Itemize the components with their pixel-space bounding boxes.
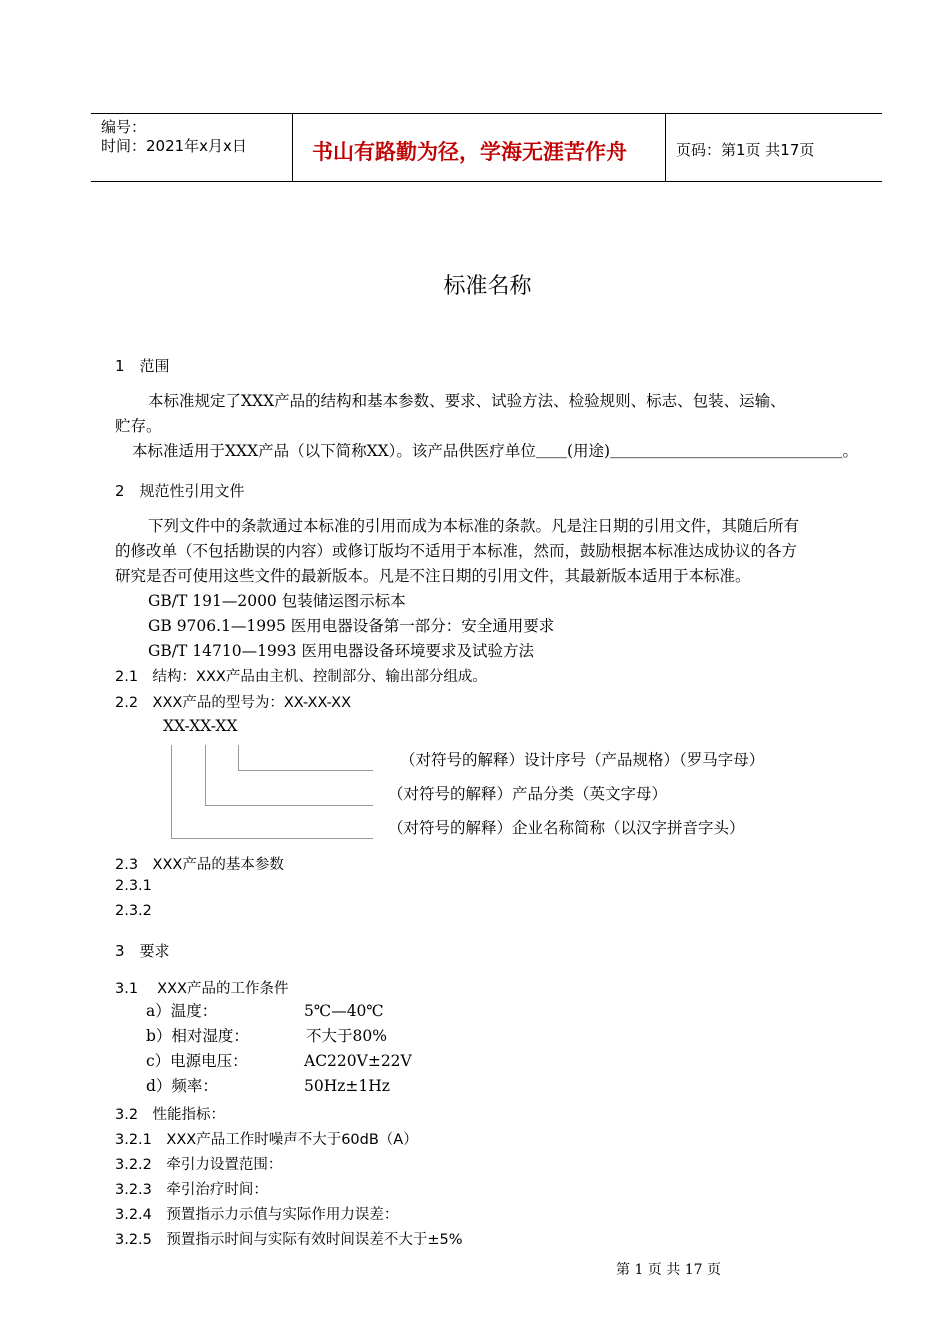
model-diagram-line <box>171 745 172 838</box>
model-diagram-line <box>238 745 239 770</box>
section-1-para-2 <box>132 438 858 464</box>
clause-3-2-item: 3.2.1 XXX产品工作时噪声不大于60dB（A） <box>115 1132 418 1148</box>
clause-3-2: 3.2 性能指标： <box>115 1107 226 1123</box>
model-note-category: （对符号的解释）产品分类（英文字母） <box>388 785 668 803</box>
section-1-heading: 1 范围 <box>115 357 170 375</box>
header-number-label: 编号： <box>101 118 147 136</box>
clause-2-1: 2.1 结构：XXX产品由主机、控制部分、输出部分组成。 <box>115 669 487 685</box>
usage-blank: ＿＿(用途)＿＿＿＿＿＿＿＿＿＿＿＿＿＿＿ <box>535 442 843 460</box>
header-page-label: 页码：第1页 共17页 <box>676 141 815 159</box>
reference-item: GB/T 191—2000 包装储运图示标本 <box>148 592 406 610</box>
document-title: 标准名称 <box>443 274 532 299</box>
model-diagram-line <box>205 805 373 806</box>
clause-2-3-1: 2.3.1 <box>115 878 152 894</box>
model-diagram-line <box>238 770 373 771</box>
section-2-para-line-1: 下列文件中的条款通过本标准的引用而成为本标准的条款。凡是注日期的引用文件，其随后所有 <box>148 517 800 535</box>
reference-item: GB/T 14710—1993 医用电器设备环境要求及试验方法 <box>148 642 534 660</box>
clause-2-3-2: 2.3.2 <box>115 903 152 919</box>
condition-value: AC220V±22V <box>304 1052 412 1070</box>
condition-label: a）温度： <box>146 1002 218 1020</box>
clause-3-2-item: 3.2.2 牵引力设置范围： <box>115 1157 283 1173</box>
section-1-para-1-line-2: 贮存。 <box>115 417 162 435</box>
header-top-rule <box>91 113 882 114</box>
header-time-label: 时间：2021年x月x日 <box>101 137 247 155</box>
header-motto: 书山有路勤为径，学海无涯苦作舟 <box>312 139 627 164</box>
clause-2-2: 2.2 XXX产品的型号为：XX-XX-XX <box>115 695 352 711</box>
model-note-company: （对符号的解释）企业名称简称（以汉字拼音字头） <box>388 819 745 837</box>
reference-item: GB 9706.1—1995 医用电器设备第一部分：安全通用要求 <box>148 617 555 635</box>
section-2-para-line-2: 的修改单（不包括勘误的内容）或修订版均不适用于本标准，然而，鼓励根据本标准达成协议的各方 <box>115 542 798 560</box>
condition-value: 不大于80% <box>306 1027 387 1045</box>
condition-label: d）频率： <box>146 1077 218 1095</box>
clause-3-1: 3.1 XXX产品的工作条件 <box>115 981 289 997</box>
model-code: XX-XX-XX <box>163 717 238 735</box>
section-1-para-1-line-1: 本标准规定了XXX产品的结构和基本参数、要求、试验方法、检验规则、标志、包装、运输、 <box>148 392 786 410</box>
header-divider-left <box>292 114 293 181</box>
condition-value: 5℃—40℃ <box>304 1002 384 1020</box>
clause-2-3: 2.3 XXX产品的基本参数 <box>115 857 284 873</box>
header-divider-right <box>665 114 666 181</box>
section-3-heading: 3 要求 <box>115 942 170 960</box>
clause-3-2-item: 3.2.4 预置指示力示值与实际作用力误差： <box>115 1207 399 1223</box>
clause-3-2-item: 3.2.3 牵引治疗时间： <box>115 1182 268 1198</box>
section-2-heading: 2 规范性引用文件 <box>115 482 245 500</box>
clause-3-2-item: 3.2.5 预置指示时间与实际有效时间误差不大于±5% <box>115 1232 463 1248</box>
page-footer: 第 1 页 共 17 页 <box>616 1262 721 1278</box>
model-diagram-line <box>171 838 373 839</box>
condition-label: b）相对湿度： <box>146 1027 249 1045</box>
model-diagram-line <box>205 745 206 805</box>
condition-value: 50Hz±1Hz <box>304 1077 390 1095</box>
section-1-para-2-end: 。 <box>842 442 859 460</box>
section-2-para-line-3: 研究是否可使用这些文件的最新版本。凡是不注日期的引用文件，其最新版本适用于本标准。 <box>115 567 751 585</box>
condition-label: c）电源电压： <box>146 1052 248 1070</box>
section-1-para-2-text: 本标准适用于XXX产品（以下简称XX）。该产品供医疗单位 <box>132 442 536 460</box>
model-note-design-serial: （对符号的解释）设计序号（产品规格）（罗马字母） <box>400 751 765 769</box>
header-bottom-rule <box>91 181 882 182</box>
